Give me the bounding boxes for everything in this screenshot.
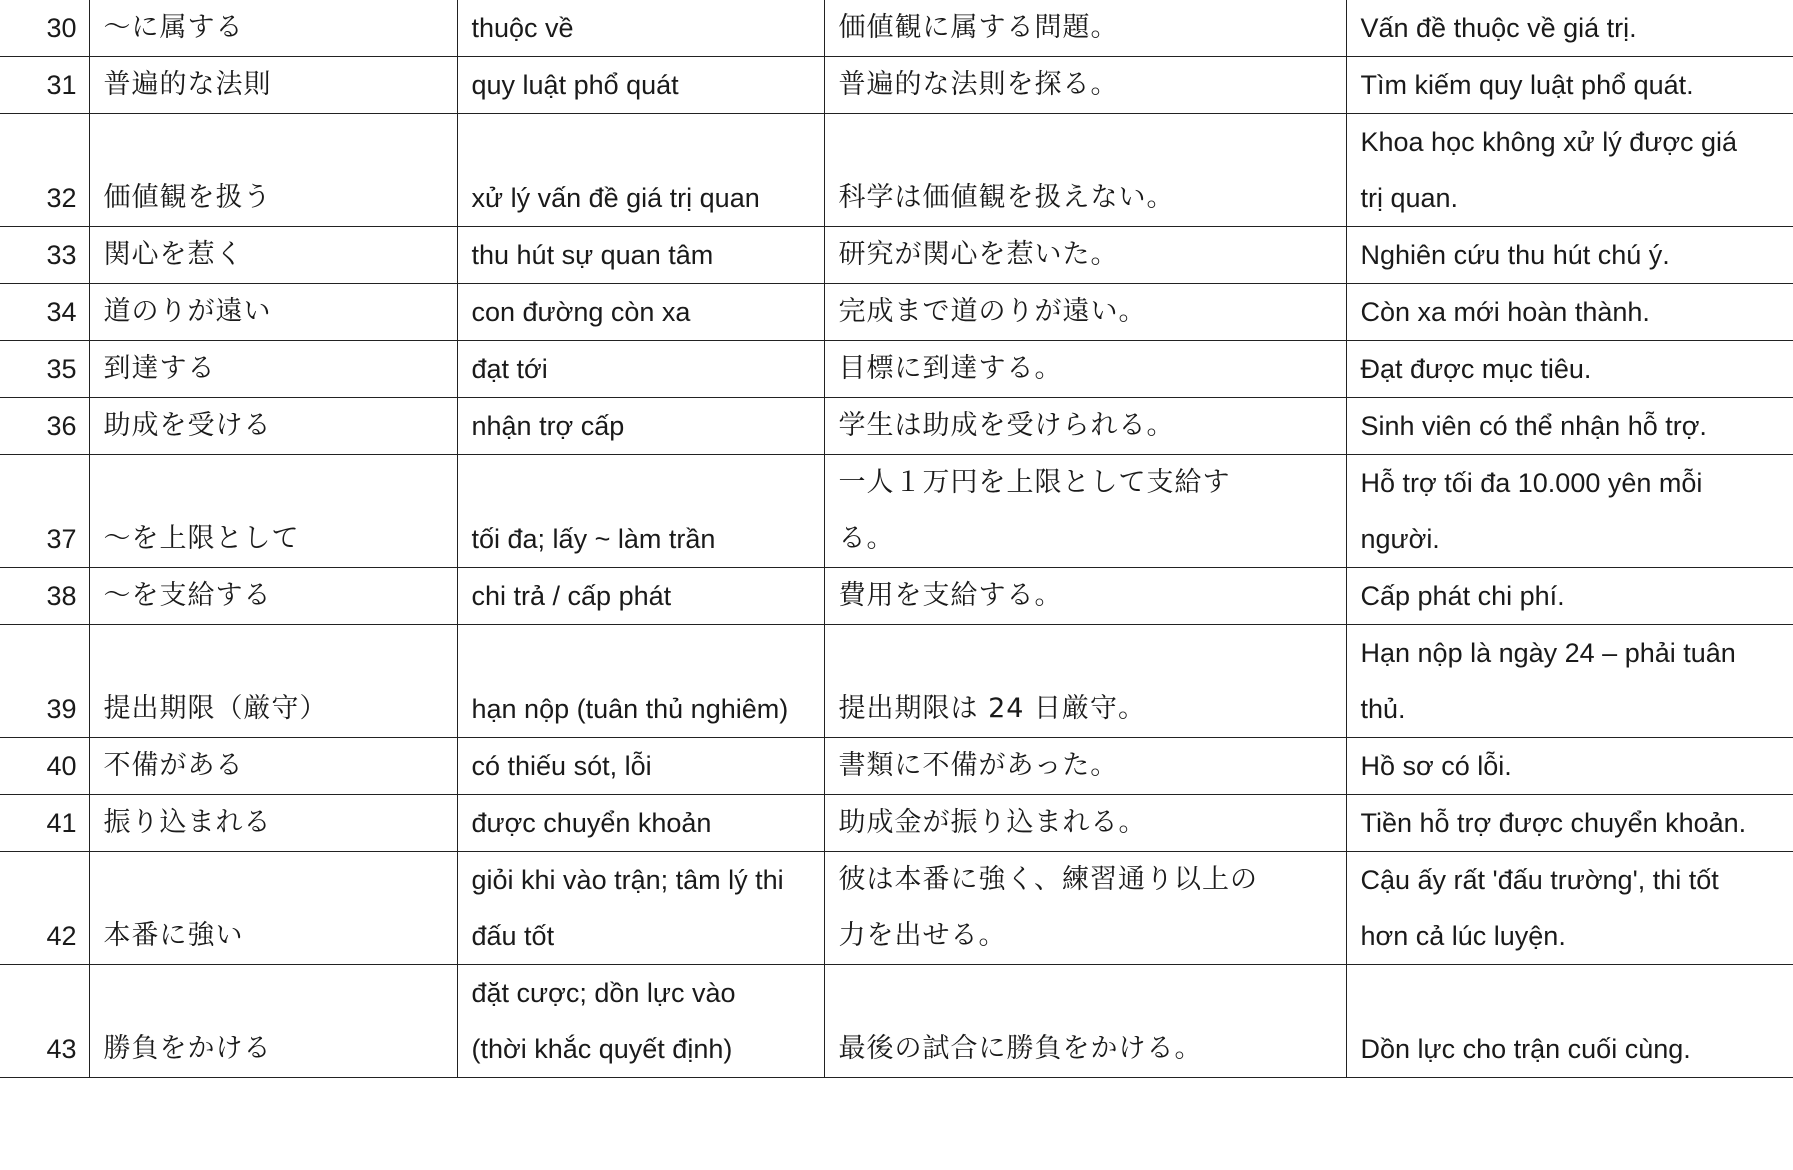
vietnamese-meaning: đạt tới — [457, 341, 824, 398]
example-sentence: 書類に不備があった。 — [824, 738, 1346, 795]
japanese-term: 〜を上限として — [89, 455, 457, 568]
vietnamese-meaning: hạn nộp (tuân thủ nghiêm) — [457, 625, 824, 738]
japanese-term: 価値観を扱う — [89, 114, 457, 227]
table-row — [0, 114, 1793, 227]
row-number: 39 — [0, 625, 89, 738]
example-sentence: 価値観に属する問題。 — [824, 0, 1346, 57]
japanese-term: 〜を支給する — [89, 568, 457, 625]
vietnamese-meaning: quy luật phổ quát — [457, 57, 824, 114]
row-number: 38 — [0, 568, 89, 625]
row-number: 34 — [0, 284, 89, 341]
example-translation: Đạt được mục tiêu. — [1346, 341, 1793, 398]
table-row — [0, 398, 1793, 455]
vietnamese-meaning: thu hút sự quan tâm — [457, 227, 824, 284]
example-translation: Tiền hỗ trợ được chuyển khoản. — [1346, 795, 1793, 852]
example-translation: Còn xa mới hoàn thành. — [1346, 284, 1793, 341]
row-number: 31 — [0, 57, 89, 114]
row-number: 33 — [0, 227, 89, 284]
table-row — [0, 227, 1793, 284]
example-sentence: 助成金が振り込まれる。 — [824, 795, 1346, 852]
example-translation: Hồ sơ có lỗi. — [1346, 738, 1793, 795]
example-sentence: 研究が関心を惹いた。 — [824, 227, 1346, 284]
japanese-term: 到達する — [89, 341, 457, 398]
example-translation: Hạn nộp là ngày 24 – phải tuân thủ. — [1346, 625, 1793, 738]
japanese-term: 助成を受ける — [89, 398, 457, 455]
example-sentence: 目標に到達する。 — [824, 341, 1346, 398]
vietnamese-meaning: nhận trợ cấp — [457, 398, 824, 455]
example-sentence: 彼は本番に強く、練習通り以上の 力を出せる。 — [824, 852, 1346, 965]
table-row — [0, 0, 1793, 57]
vietnamese-meaning: thuộc về — [457, 0, 824, 57]
example-sentence: 普遍的な法則を探る。 — [824, 57, 1346, 114]
japanese-term: 本番に強い — [89, 852, 457, 965]
example-translation: Nghiên cứu thu hút chú ý. — [1346, 227, 1793, 284]
example-translation: Khoa học không xử lý được giá trị quan. — [1346, 114, 1793, 227]
example-sentence: 科学は価値観を扱えない。 — [824, 114, 1346, 227]
row-number: 36 — [0, 398, 89, 455]
vietnamese-meaning: giỏi khi vào trận; tâm lý thi đấu tốt — [457, 852, 824, 965]
row-number: 30 — [0, 0, 89, 57]
japanese-term: 振り込まれる — [89, 795, 457, 852]
example-translation: Cấp phát chi phí. — [1346, 568, 1793, 625]
row-number: 42 — [0, 852, 89, 965]
example-sentence: 提出期限は 24 日厳守。 — [824, 625, 1346, 738]
table-row — [0, 625, 1793, 738]
table-row — [0, 57, 1793, 114]
example-sentence: 学生は助成を受けられる。 — [824, 398, 1346, 455]
table-row — [0, 341, 1793, 398]
example-sentence: 費用を支給する。 — [824, 568, 1346, 625]
example-sentence: 完成まで道のりが遠い。 — [824, 284, 1346, 341]
vietnamese-meaning: được chuyển khoản — [457, 795, 824, 852]
table-row — [0, 284, 1793, 341]
table-row — [0, 568, 1793, 625]
row-number: 35 — [0, 341, 89, 398]
table-row — [0, 965, 1793, 1078]
example-translation: Sinh viên có thể nhận hỗ trợ. — [1346, 398, 1793, 455]
example-translation: Tìm kiếm quy luật phổ quát. — [1346, 57, 1793, 114]
japanese-term: 勝負をかける — [89, 965, 457, 1078]
table-row — [0, 455, 1793, 568]
example-translation: Cậu ấy rất 'đấu trường', thi tốt hơn cả lúc luyện. — [1346, 852, 1793, 965]
example-sentence: 最後の試合に勝負をかける。 — [824, 965, 1346, 1078]
vietnamese-meaning: tối đa; lấy ~ làm trần — [457, 455, 824, 568]
vietnamese-meaning: chi trả / cấp phát — [457, 568, 824, 625]
example-translation: Vấn đề thuộc về giá trị. — [1346, 0, 1793, 57]
row-number: 32 — [0, 114, 89, 227]
row-number: 43 — [0, 965, 89, 1078]
example-sentence: 一人１万円を上限として支給す る。 — [824, 455, 1346, 568]
table-row — [0, 795, 1793, 852]
japanese-term: 不備がある — [89, 738, 457, 795]
row-number: 40 — [0, 738, 89, 795]
example-translation: Dồn lực cho trận cuối cùng. — [1346, 965, 1793, 1078]
japanese-term: 関心を惹く — [89, 227, 457, 284]
japanese-term: 道のりが遠い — [89, 284, 457, 341]
vietnamese-meaning: xử lý vấn đề giá trị quan — [457, 114, 824, 227]
table-row — [0, 738, 1793, 795]
vietnamese-meaning: có thiếu sót, lỗi — [457, 738, 824, 795]
japanese-term: 普遍的な法則 — [89, 57, 457, 114]
row-number: 41 — [0, 795, 89, 852]
example-translation: Hỗ trợ tối đa 10.000 yên mỗi người. — [1346, 455, 1793, 568]
table-row — [0, 852, 1793, 965]
row-number: 37 — [0, 455, 89, 568]
japanese-term: 〜に属する — [89, 0, 457, 57]
vietnamese-meaning: đặt cược; dồn lực vào (thời khắc quyết định) — [457, 965, 824, 1078]
vietnamese-meaning: con đường còn xa — [457, 284, 824, 341]
japanese-term: 提出期限（厳守） — [89, 625, 457, 738]
